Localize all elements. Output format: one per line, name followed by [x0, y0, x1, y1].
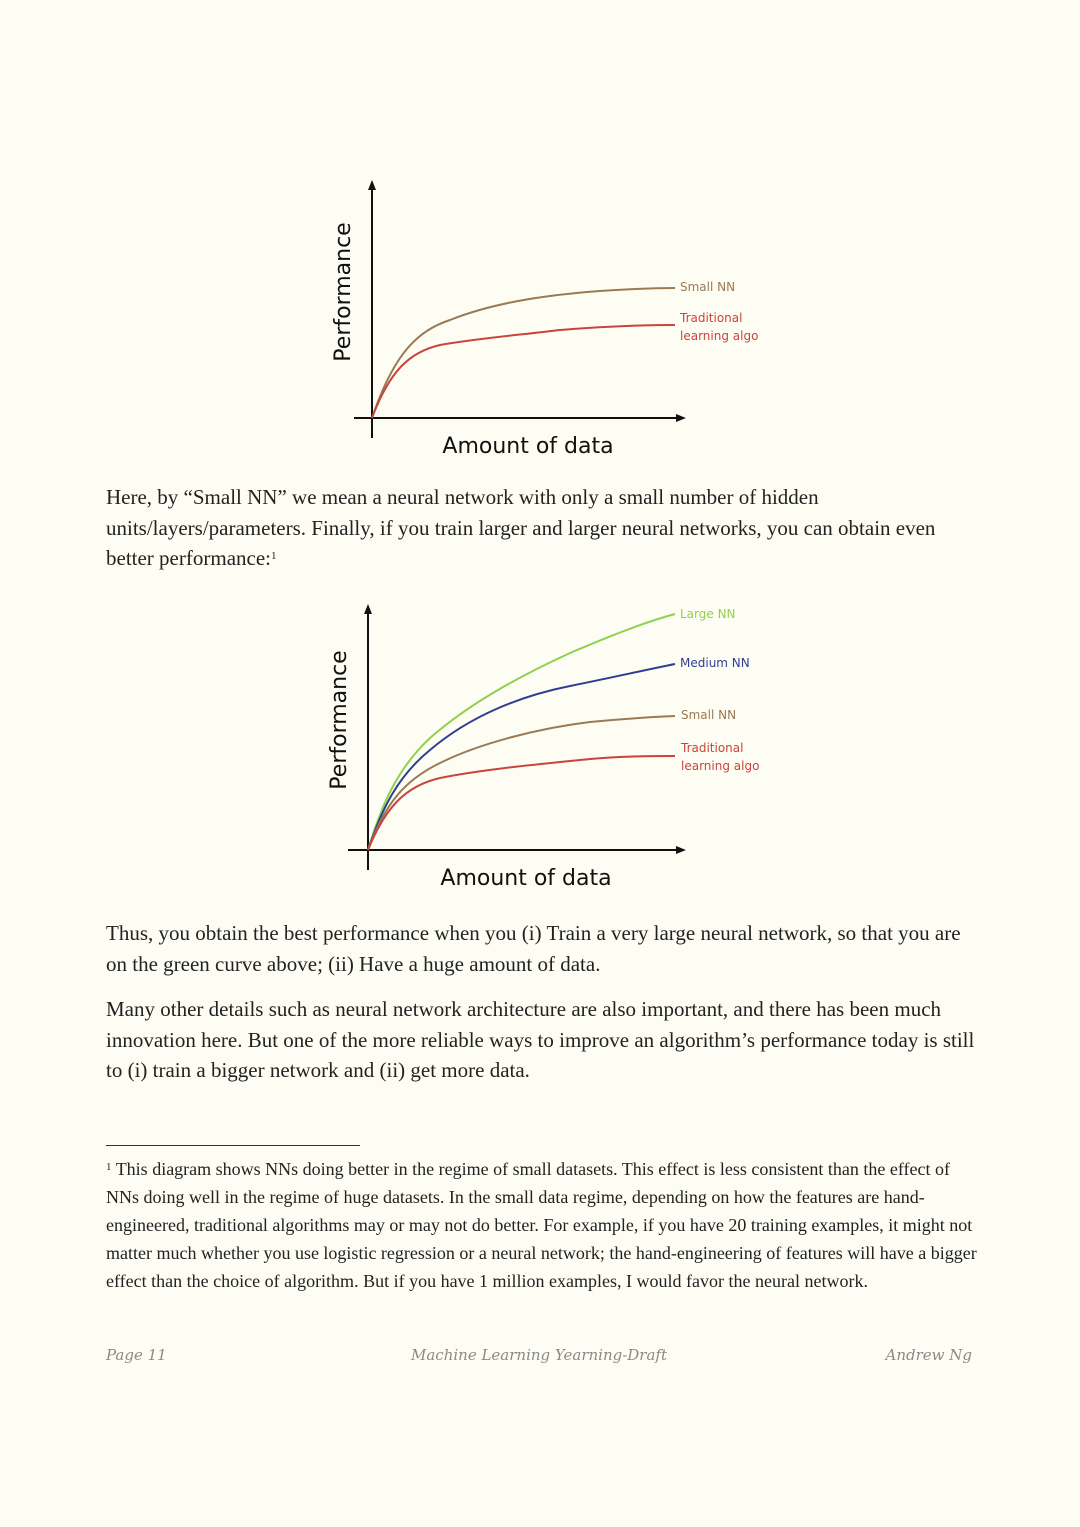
footnote-reference[interactable]: 1: [271, 550, 277, 562]
chart-1-series-label: Small NN: [680, 280, 736, 294]
chart-2-x-label: Amount of data: [440, 866, 612, 891]
footnote-divider: [106, 1145, 360, 1146]
chart-nn-sizes-vs-traditional: [0, 598, 1080, 898]
footer-book-title: Machine Learning Yearning-Draft: [410, 1346, 668, 1364]
footer-author: Andrew Ng: [885, 1346, 972, 1364]
chart-2-series-label: learning algo: [681, 759, 760, 773]
series-traditional-learning-algo: [368, 756, 675, 850]
chart-2-series-label: Large NN: [680, 607, 736, 621]
paragraph-text: Here, by “Small NN” we mean a neural network with only a small number of hidden units/layers/parameters. Finally, if you train larger and larger neural networks, you can obtain even better performance:: [106, 485, 936, 570]
chart-1-x-label: Amount of data: [442, 434, 614, 459]
chart-1-axes: [354, 180, 686, 438]
footnote-marker: 1: [106, 1161, 112, 1173]
chart-small-nn-vs-traditional: [0, 170, 1080, 465]
chart-2-series-label: Small NN: [681, 708, 737, 722]
chart-1-series-label: Traditional: [680, 311, 743, 325]
chart-2-svg: [0, 598, 1080, 898]
page-footer: [106, 1346, 972, 1370]
footnote-text: This diagram shows NNs doing better in the regime of small datasets. This effect is less consistent than the effect of NNs doing well in the regime of huge datasets. In the small data regime, depending on how the features are hand-engineered, traditional algorithms may or may not do better. For example, if you have 20 training examples, it might not matter much whether you use logistic regression or a neural network; the hand-engineering of features will have a bigger effect than the choice of algorithm. But if you have 1 million examples, I would favor the neural network.: [106, 1159, 977, 1291]
y-axis-arrow: [368, 180, 376, 190]
chart-2-y-label: Performance: [327, 650, 352, 790]
x-axis-arrow: [676, 846, 686, 854]
paragraph-best-performance: Thus, you obtain the best performance when you (i) Train a very large neural network, so that you are on the green curve above; (ii) Have a huge amount of data.: [106, 921, 961, 976]
y-axis-arrow: [364, 604, 372, 614]
footnote: [106, 1155, 986, 1295]
chart-2-series-label: Traditional: [681, 741, 744, 755]
x-axis-arrow: [676, 414, 686, 422]
paragraph-other-details: Many other details such as neural network architecture are also important, and there has been much innovation here. But one of the more reliable ways to improve an algorithm’s performance today is still to (i) train a bigger network and (ii) get more data.: [106, 997, 975, 1082]
chart-2-series-label: Medium NN: [680, 656, 750, 670]
chart-1-svg: [0, 170, 1080, 465]
chart-2-axes: [348, 604, 686, 870]
footer-page-number: Page 11: [106, 1346, 167, 1364]
chart-1-y-label: Performance: [331, 222, 356, 362]
paragraph-small-nn: [106, 482, 986, 574]
series-large-nn: [368, 614, 675, 850]
series-small-nn: [368, 716, 675, 850]
chart-1-series-label: learning algo: [680, 329, 759, 343]
